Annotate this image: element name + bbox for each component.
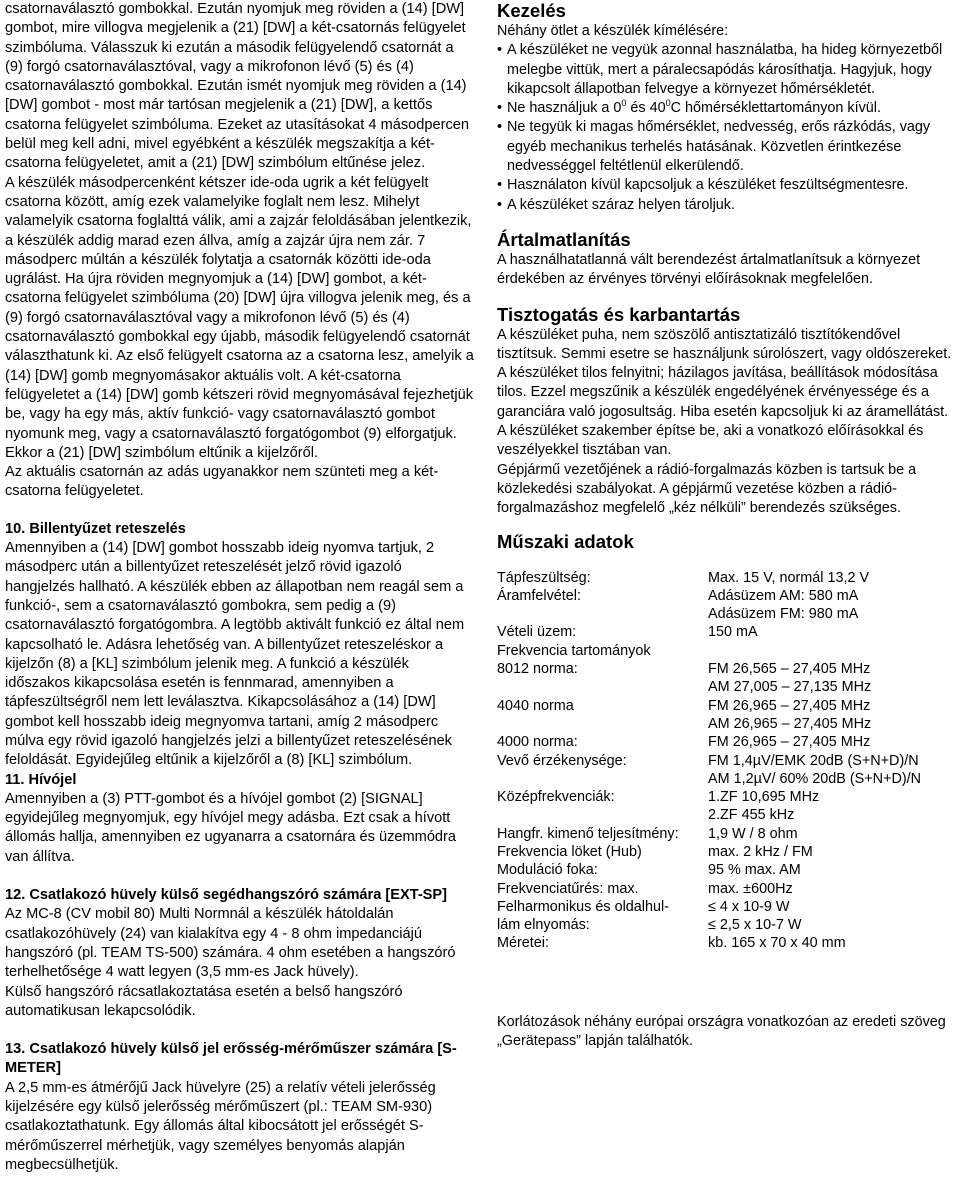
spec-label: lám elnyomás: bbox=[497, 917, 590, 934]
spec-label: 4000 norma: bbox=[497, 734, 578, 751]
spec-value: max. 2 kHz / FM bbox=[708, 843, 813, 860]
heading-muszaki-adatok: Műszaki adatok bbox=[497, 530, 634, 552]
spec-value: 1.ZF 10,695 MHz bbox=[708, 789, 820, 806]
spec-value: 1,9 W / 8 ohm bbox=[708, 825, 798, 842]
spec-value: Adásüzem FM: 980 mA bbox=[708, 606, 859, 623]
spec-row bbox=[497, 934, 921, 952]
spec-value: FM 1,4µV/EMK 20dB (S+N+D)/N bbox=[708, 752, 919, 769]
bullet-dot: • bbox=[497, 177, 503, 194]
tisztogatas-p2: A készüléket tilos felnyitni; házilagos javítása, beállítások módosítása tilos. Ezzel megszűnik a készülék engedélyének érvényessége és a garanciára való jogosultság. Hiba esetén kapcsoljuk ki az áramellátást. bbox=[497, 365, 949, 420]
spec-value: AM 26,965 – 27,405 MHz bbox=[708, 715, 872, 732]
bullet-item: • Használaton kívül kapcsoljuk a készüléket feszültségmentesre. bbox=[497, 176, 957, 195]
spec-row bbox=[497, 843, 921, 861]
spec-label: Frekvenciatűrés: max. bbox=[497, 880, 639, 897]
heading-kezeles: Kezelés bbox=[497, 0, 566, 21]
spec-label bbox=[497, 770, 708, 788]
heading-artalmatlanitas: Ártalmatlanítás bbox=[497, 228, 631, 250]
bullet-item: • A készüléket ne vegyük azonnal használatba, ha hideg környezetből melegbe vittük, mert a páralecsapódás károsíthatja. Hagyjuk, hogy kikapcsolt állapotban felvegye a környezet hőmérsékletét. bbox=[497, 42, 943, 97]
spec-row bbox=[497, 715, 921, 733]
paragraph-dual-watch-setup: csatornaválasztó gombokkal. Ezután nyomjuk meg röviden a (14) [DW] gombot, mire villogva megjelenik a (21) [DW] a két-csatornás felügyelet szimbóluma. Válasszuk ki ezután a második felügyelendő csatornát a (9) forgó csatornaválasztóval, vagy a mikrofonon lévő (5) és (4) csatornaválasztó gombokkal. Ezután ismét nyomjuk meg röviden a (14) [DW] gombot - most már tartósan megjelenik a (21) [DW], a kettős csatorna felügyelet szimbóluma. Ezeket az utasításokat 4 másodpercen belül meg kell adni, mivel egyébként a készülék megszakítja a két-csatorna felügyeletet, amit a (21) [DW] szimbólum eltűnése jelez. bbox=[5, 1, 469, 172]
paragraph-call-signal: Amennyiben a (3) PTT-gombot és a hívójel gombot (2) [SIGNAL] egyidejűleg megnyomjuk, egy hívójel megy adásba. Ezt csak a hívott állomás hallja, amennyiben ez ugyanarra a csatornára és üzemmódra van állítva. bbox=[5, 790, 457, 865]
spec-label bbox=[497, 806, 708, 824]
spec-row bbox=[497, 752, 921, 770]
bullet-item: • Ne használjuk a $0^0$ és $40^0C$ hőmérséklettartományon kívül. bbox=[497, 99, 957, 118]
spec-row bbox=[497, 733, 921, 751]
spec-row bbox=[497, 916, 921, 934]
spec-value: Max. 15 V, normál 13,2 V bbox=[708, 569, 870, 586]
spec-label bbox=[497, 605, 708, 623]
spec-label: Hangfr. kimenő teljesítmény: bbox=[497, 825, 679, 842]
paragraph-smeter: A 2,5 mm-es átmérőjű Jack hüvelyre (25) a relatív vételi jelerősség kijelzésére egy külső jelerősség mérőműszert (pl.: TEAM SM-930) csatlakoztathatunk. Egy állomás által kibocsátott jel erősségét S-mérőműszerrel mérhetjük, vagy személyes benyomás alapján megbecsülhetjük. bbox=[5, 1079, 436, 1173]
spec-value: max. ±600Hz bbox=[708, 880, 793, 897]
section-heading-smeter: 13. Csatlakozó hüvely külső jel erősség-mérőműszer számára [S-METER] bbox=[5, 1041, 457, 1077]
spec-row bbox=[497, 569, 921, 587]
spec-row bbox=[497, 660, 921, 678]
spec-row bbox=[497, 623, 921, 641]
right-column bbox=[497, 0, 957, 1051]
paragraph-ext-speaker: Az MC-8 (CV mobil 80) Multi Normnál a készülék hátoldalán csatlakozóhüvely (24) van kialakítva egy 4 - 8 ohm impedanciájú hangszóró (pl. TEAM TS-500) számára. 4 ohm esetében a hangszóró terhelhetősége 4 watt legyen (3,5 mm-es Jack hüvely). bbox=[5, 906, 456, 981]
section-heading-keylock: 10. Billentyűzet reteszelés bbox=[5, 520, 186, 537]
spec-label: Moduláció foka: bbox=[497, 862, 598, 879]
spec-value: 2.ZF 455 kHz bbox=[708, 807, 795, 824]
spec-label bbox=[497, 715, 708, 733]
spec-value: FM 26,565 – 27,405 MHz bbox=[708, 661, 871, 678]
bullet-dot: • bbox=[497, 119, 503, 136]
tisztogatas-p1: A készüléket puha, nem szöszölő antisztatizáló tisztítókendővel tisztítsuk. Semmi esetre se használjunk súrolószert, vagy oldószereket. bbox=[497, 326, 952, 362]
spec-value: Adásüzem AM: 580 mA bbox=[708, 587, 859, 604]
spec-label: 8012 norma: bbox=[497, 661, 578, 678]
section-heading-call-signal: 11. Hívójel bbox=[5, 771, 77, 788]
footer-note: Korlátozások néhány európai országra vonatkozóan az eredeti szöveg „Gerätepass” lapján találhatók. bbox=[497, 1013, 946, 1050]
spec-row bbox=[497, 861, 921, 879]
spec-label: Áramfelvétel: bbox=[497, 587, 581, 604]
bullet-dot: • bbox=[497, 196, 503, 213]
specs-table bbox=[497, 569, 921, 953]
spec-value: 95 % max. AM bbox=[708, 862, 801, 879]
spec-label: Frekvencia tartományok bbox=[497, 642, 651, 659]
heading-tisztogatas: Tisztogatás és karbantartás bbox=[497, 303, 741, 325]
bullet-item: • Ne tegyük ki magas hőmérséklet, nedvesség, erős rázkódás, vagy egyéb mechanikus terhelés hatásának. Közvetlen érintkezése nedvességgel feltétlenül elkerülendő. bbox=[497, 119, 931, 175]
spec-label: 4040 norma bbox=[497, 697, 574, 714]
spec-value bbox=[708, 642, 921, 660]
bullet-dot: • bbox=[497, 42, 503, 59]
kezeles-intro: Néhány ötlet a készülék kímélésére: bbox=[497, 23, 729, 39]
spec-label: Tápfeszültség: bbox=[497, 569, 591, 586]
spec-label: Frekvencia löket (Hub) bbox=[497, 843, 642, 860]
spec-label: Középfrekvenciák: bbox=[497, 789, 615, 806]
spec-label: Felharmonikus és oldalhul- bbox=[497, 898, 669, 915]
section-heading-ext-speaker: 12. Csatlakozó hüvely külső segédhangszóró számára [EXT-SP] bbox=[5, 887, 448, 904]
spec-row bbox=[497, 898, 921, 916]
spec-value: ≤ 4 x 10-9 W bbox=[708, 898, 790, 915]
paragraph-dual-watch-scan: A készülék másodpercenként kétszer ide-oda ugrik a két felügyelt csatorna között, amíg ezek valamelyike foglalt nem lesz. Mihelyt valamelyik csatorna foglalttá válik, ami a zajzár feloldásában jelentkezik, a készülék addig marad ezen állva, amíg a zajzár újra nem zár. 7 másodperc múltán a készülék folytatja a csatornák közötti ide-oda ugrálást. Ha újra röviden megnyomjuk a (14) [DW] gombot, a két-csatorna felügyelet szimbóluma (20) [DW] újra villogva jelenik meg, és a (9) forgó csatornaválasztóval vagy a mikrofonon lévő (5) és (4) csatornaválasztó gombokkal egy újabb, második felügyelendő csatornát választhatunk ki. Az első felügyelt csatorna az a csatorna lesz, amelyik a (14) [DW] gomb megnyomásakor aktuális volt. A két-csatorna felügyeletet a (14) [DW] gomb kétszeri rövid megnyomásával fejezhetjük be, vagy ha egy más, aktív funkció- vagy csatornaválasztó gombot nyomunk meg, vagy a csatornaválasztó forgatógombot (9) elforgatjuk. Ekkor a (21) [DW] szimbólum eltűnik a kijelzőről. bbox=[5, 174, 474, 461]
spec-value: FM 26,965 – 27,405 MHz bbox=[708, 697, 871, 714]
spec-value: ≤ 2,5 x 10-7 W bbox=[708, 917, 802, 934]
paragraph-ext-speaker-auto: Külső hangszóró rácsatlakoztatása esetén a belső hangszóró automatikusan lekapcsolódik. bbox=[5, 983, 403, 1019]
tisztogatas-p3: A készüléket szakember építse be, aki a vonatkozó előírásokkal és veszélyekkel tisztában van. bbox=[497, 423, 924, 459]
bullet-dot: • bbox=[497, 100, 503, 117]
artalmatlanitas-text: A használhatatlanná vált berendezést ártalmatlanítsuk a környezet érdekében az érvényes törvényi előírásoknak megfelelően. bbox=[497, 251, 921, 288]
spec-row bbox=[497, 880, 921, 898]
spec-row bbox=[497, 770, 921, 788]
spec-row bbox=[497, 825, 921, 843]
spec-label: Vételi üzem: bbox=[497, 624, 577, 641]
spec-label: Méretei: bbox=[497, 935, 549, 952]
spec-label: Vevő érzékenysége: bbox=[497, 752, 627, 769]
spec-row bbox=[497, 642, 921, 660]
spec-row bbox=[497, 806, 921, 824]
spec-value: AM 27,005 – 27,135 MHz bbox=[708, 679, 872, 696]
spec-value: AM 1,2µV/ 60% 20dB (S+N+D)/N bbox=[708, 770, 922, 787]
spec-row bbox=[497, 587, 921, 605]
spec-value: FM 26,965 – 27,405 MHz bbox=[708, 734, 871, 751]
spec-row bbox=[497, 605, 921, 623]
tisztogatas-p4: Gépjármű vezetőjének a rádió-forgalmazás közben is tartsuk be a közlekedési szabályokat. A gépjármű vezetése közben a rádió-forgalmazáshoz megfelelő „kéz nélküli” berendezés szükséges. bbox=[497, 461, 917, 517]
spec-value: 150 mA bbox=[708, 624, 758, 641]
spec-row bbox=[497, 678, 921, 696]
spec-value: kb. 165 x 70 x 40 mm bbox=[708, 935, 846, 952]
left-column bbox=[5, 0, 475, 1175]
spec-row bbox=[497, 788, 921, 806]
spec-label bbox=[497, 678, 708, 696]
paragraph-dual-watch-tx: Az aktuális csatornán az adás ugyanakkor nem szünteti meg a két-csatorna felügyeletet. bbox=[5, 464, 439, 500]
paragraph-keylock: Amennyiben a (14) [DW] gombot hosszabb ideig nyomva tartjuk, 2 másodperc után a billentyűzet reteszelését jelző rövid igazoló hangjelzés hallható. A készülék ebben az állapotban nem reagál sem a funkció-, sem a csatornaválasztó gombokra, sem pedig a (9) csatornaválasztó forgatógombra. A legtöbb aktivált funkció ez által nem kapcsolható le. Adásra lehetőség van. A billentyűzet reteszeléskor a kijelzőn (8) a [KL] szimbólum jelenik meg. A funkció a készülék időszakos kikapcsolása esetén is fennmarad, amennyiben a tápfeszültségről nem lett leválasztva. Kikapcsolásához a (14) [DW] gombot kell hosszabb ideig megnyomva tartani, amíg 2 másodperc múlva egy rövid igazoló hangjelzés jelzi a billentyűzet reteszelésének feloldását. Egyidejűleg eltűnik a kijelzőről a (8) [KL] szimbólum. bbox=[5, 540, 465, 769]
spec-row bbox=[497, 697, 921, 715]
bullet-item: • A készüléket száraz helyen tároljuk. bbox=[497, 196, 957, 215]
